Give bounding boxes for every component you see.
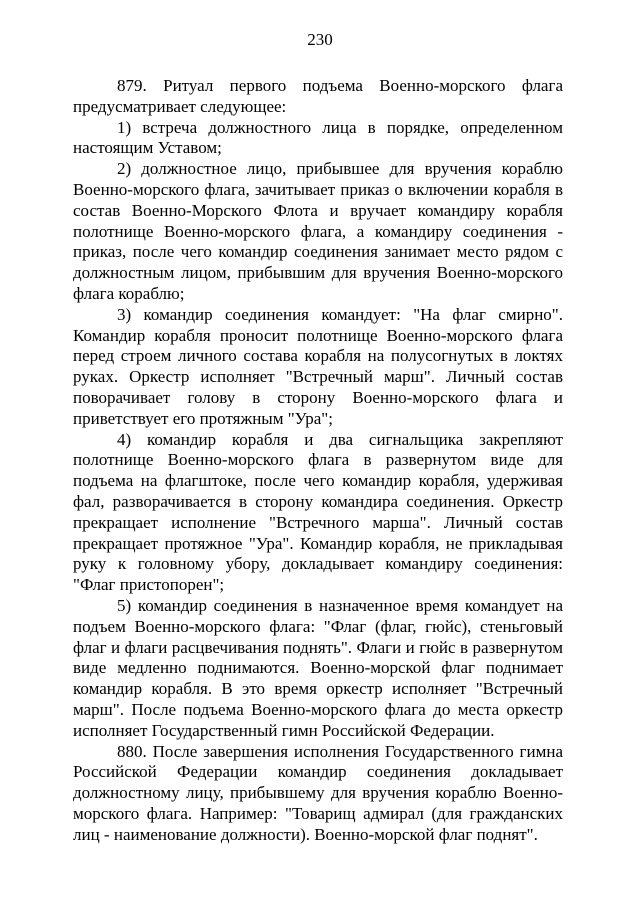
paragraph-880: 880. После завершения исполнения Государственного гимна Российской Федерации командир соединения докладывает должностному лицу, прибывшему для вручения кораблю Военно-морского флага. Например: "Товарищ адмирал (для гражданских лиц - наименование должности). Военно-морской флаг поднят". (73, 741, 563, 844)
paragraph-879-intro: 879. Ритуал первого подъема Военно-морского флага предусматривает следующее: (73, 76, 563, 116)
page-number: 230 (307, 30, 333, 49)
paragraph-879-item-4: 4) командир корабля и два сигнальщика закрепляют полотнище Военно-морского флага в развернутом виде для подъема на флагштоке, после чего командир корабля, удерживая фал, разворачивается в сторону командира соединения. Оркестр прекращает исполнение "Встречного марша". Личный состав прекращает протяжное "Ура". Командир корабля, не прикладывая руку к головному убору, докладывает командиру соединения: "Флаг пристопорен"; (73, 429, 563, 595)
document-body (73, 76, 563, 845)
paragraph-879-item-2: 2) должностное лицо, прибывшее для вручения кораблю Военно-морского флага, зачитывает приказ о включении корабля в состав Военно-Морского Флота и вручает командиру корабля полотнище Военно-морского флага, а командиру соединения - приказ, после чего командир соединения занимает место рядом с должностным лицом, прибывшим для вручения Военно-морского флага кораблю; (73, 159, 563, 303)
paragraph-879-item-5: 5) командир соединения в назначенное время командует на подъем Военно-морского флага: "Флаг (флаг, гюйс), стеньговый флаг и флаги расцвечивания поднять". Флаги и гюйс в развернутом виде медленно поднимаются. Военно-морской флаг поднимает командир корабля. В это время оркестр исполняет "Встречный марш". После подъема Военно-морского флага до места оркестр исполняет Государственный гимн Российской Федерации. (73, 595, 563, 740)
paragraph-879-item-1: 1) встреча должностного лица в порядке, определенном настоящим Уставом; (73, 117, 563, 158)
paragraph-879-item-3: 3) командир соединения командует: "На флаг смирно". Командир корабля проносит полотнище Военно-морского флага перед строем личного состава корабля на полусогнутых в локтях руках. Оркестр исполняет "Встречный марш". Личный состав поворачивает голову в сторону Военно-морского флага и приветствует его протяжным "Ура"; (73, 304, 563, 428)
